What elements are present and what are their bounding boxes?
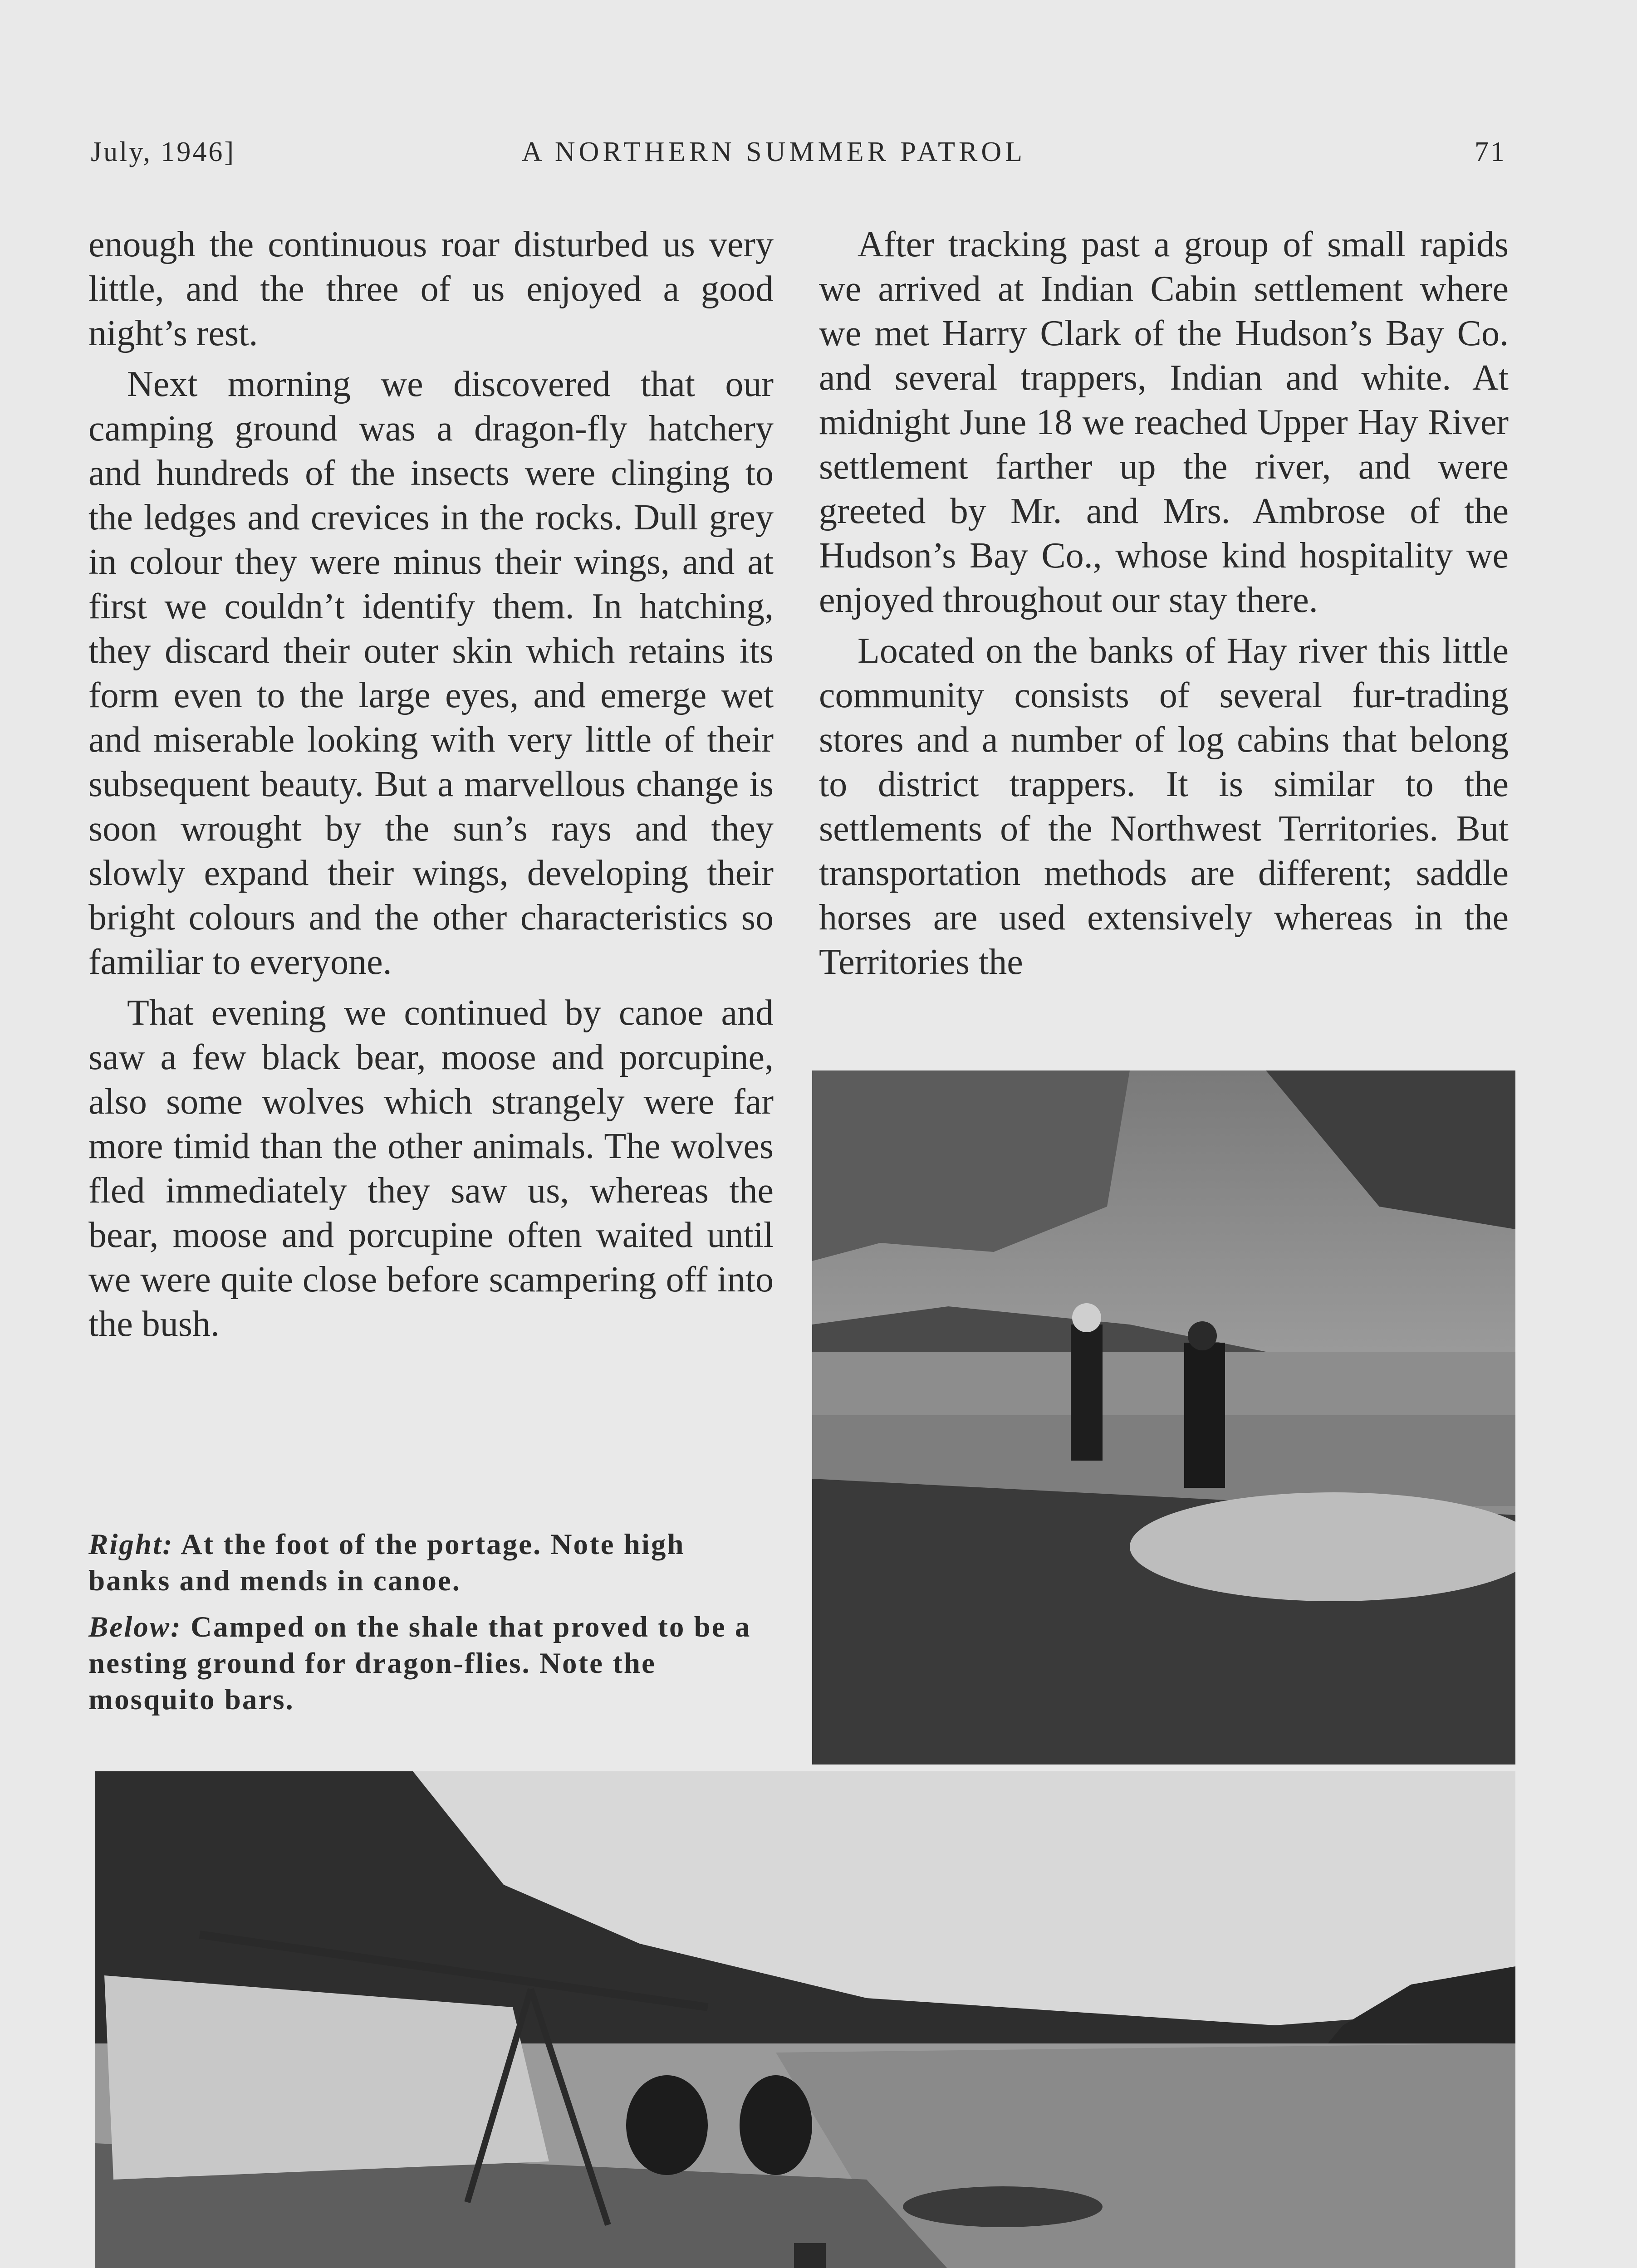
- caption-below: [88, 1609, 774, 1718]
- running-head-date: July, 1946]: [91, 137, 235, 167]
- photo-captions: [88, 1526, 774, 1728]
- left-column: [88, 222, 774, 1346]
- paragraph: Next morning we discovered that our camping ground was a dragon-fly hatchery and hundreds of the insects were clinging to the ledges and crevices in the rocks. Dull grey in colour they were minus their wings, and at first we couldn’t identify them. In hatching, they discard their outer skin which retains its form even to the large eyes, and emerge wet and miserable looking with very little of their subsequent beauty. But a marvellous change is soon wrought by the sun’s rays and they slowly expand their wings, developing their bright colours and the other characteristics so familiar to everyone.: [88, 364, 774, 982]
- caption-text: Camped on the shale that proved to be a nesting ground for dragon-flies. Note the mosquito bars.: [88, 1611, 751, 1716]
- caption-right: [88, 1526, 774, 1599]
- caption-label: Below:: [88, 1611, 182, 1643]
- photo-camp: [95, 1771, 1515, 2268]
- running-head-title: A NORTHERN SUMMER PATROL: [522, 137, 1026, 167]
- paragraph: enough the continuous roar disturbed us very little, and the three of us enjoyed a good night’s rest.: [88, 225, 774, 353]
- caption-text: At the foot of the portage. Note high banks and mends in canoe.: [88, 1528, 685, 1597]
- paragraph: Located on the banks of Hay river this little community consists of several fur-trading stores and a number of log cabins that belong to district trappers. It is similar to the settlements of the Northwest Territories. But transportation methods are different; saddle horses are used extensively whereas in the Territories the: [819, 631, 1509, 982]
- caption-label: Right:: [88, 1528, 174, 1561]
- right-column: [819, 222, 1509, 984]
- page-number: 71: [1475, 137, 1506, 167]
- photo-portage: [812, 1070, 1515, 1765]
- paragraph: After tracking past a group of small rapids we arrived at Indian Cabin settlement where we met Harry Clark of the Hudson’s Bay Co. and several trappers, Indian and white. At midnight June 18 we reached Upper Hay River settlement farther up the river, and were greeted by Mr. and Mrs. Ambrose of the Hudson’s Bay Co., whose kind hospitality we enjoyed throughout our stay there.: [819, 225, 1509, 620]
- paragraph: That evening we continued by canoe and saw a few black bear, moose and porcupine, also some wolves which strangely were far more timid than the other animals. The wolves fled immediately they saw us, whereas the bear, moose and porcupine often waited until we were quite close before scampering off into the bush.: [88, 993, 774, 1344]
